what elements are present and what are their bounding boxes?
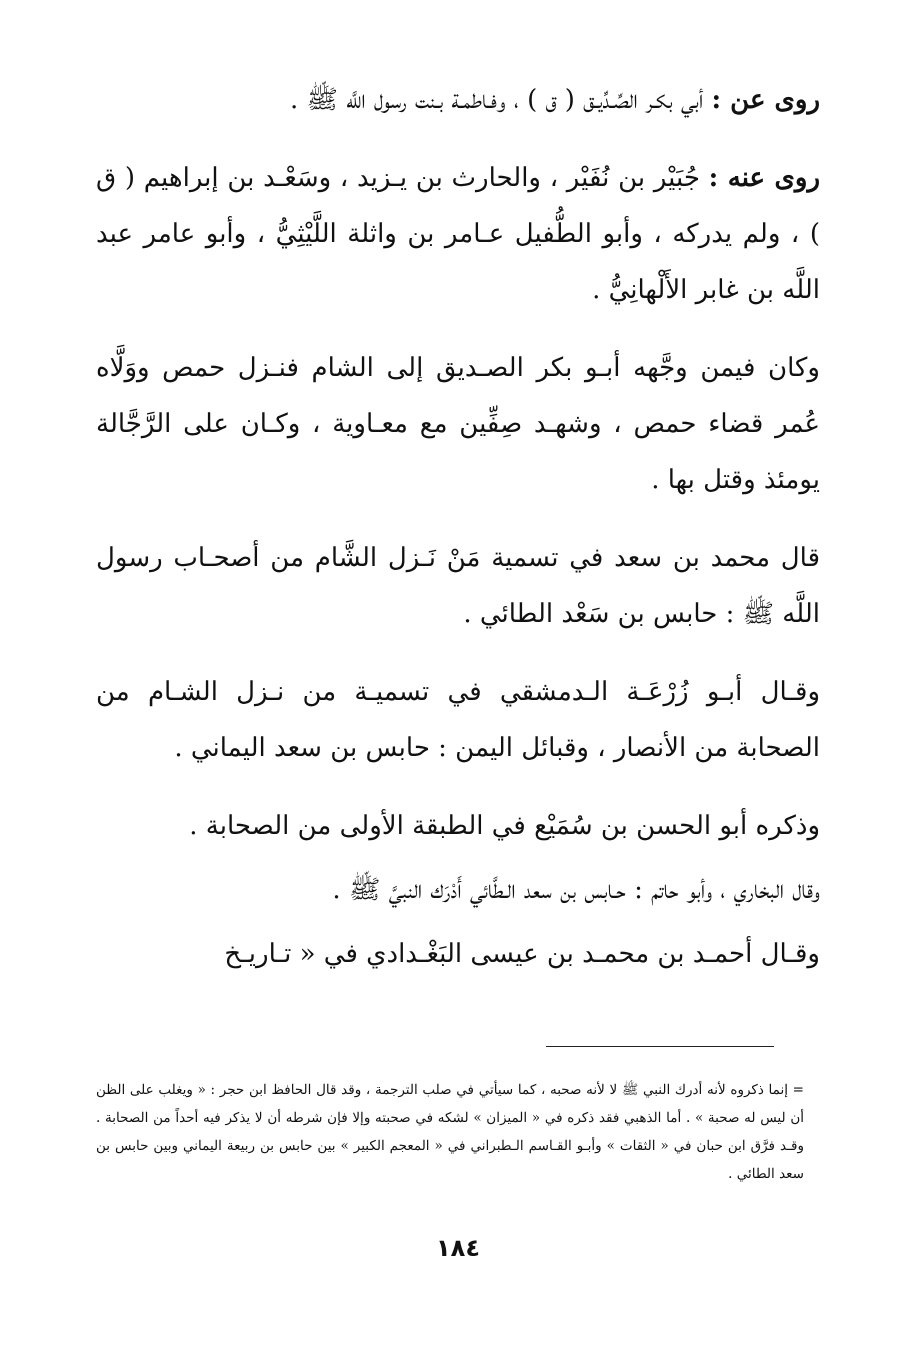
paragraph-homs [96, 340, 820, 508]
paragraph-text: أبي بكـر الصِّـدِّيـق ( ق ) ، وفـاطمـة بـنت رسول اللَّه ﷺ . [289, 85, 712, 115]
paragraph-ibn-sumay [96, 798, 820, 854]
footnotes [96, 1076, 804, 1188]
paragraph-ibn-saad [96, 530, 820, 642]
paragraph-text: جُبَيْر بن نُفَيْر ، والحارث بن يـزيد ، وسَعْـد بن إبراهيم ( ق ) ، ولم يدركه ، وأبو الطُّفيل عـامر بن واثلة اللَّيْثِيُّ ، وأبو عامر عبد اللَّه بن غابر الأَلْهانِيُّ . [96, 163, 820, 305]
paragraph-narrated-from [96, 72, 820, 128]
paragraph-text: وقـال أبـو زُرْعَـة الـدمشقي في تسميـة من نـزل الشـام من الصحابة من الأنصار ، وقبائل اليمن : حابس بن سعد اليماني . [96, 677, 820, 763]
main-text [96, 72, 820, 1004]
paragraph-text: قال محمد بن سعد في تسمية مَنْ نَـزل الشَّام من أصحـاب رسول اللَّه ﷺ : حابس بن سَعْد الطائي . [96, 543, 820, 629]
lead-narrated-by: روى عنه : [708, 163, 821, 193]
footnote-divider [546, 1046, 774, 1047]
footnote: = إنما ذكروه لأنه أدرك النبي ﷺ لا لأنه صحبه ، كما سيأتي في صلب الترجمة ، وقد قال الحافظ ابن حجر : « ويغلب على الظن أن ليس له صحبة » . أما الذهبي فقد ذكره في « الميزان » لشكه في صحبته وإلا فإن شرطه أن لا يذكر فيه أحداً من الصحابة . وقـد فرَّق ابن حبان في « الثقات » وأبـو القـاسم الـطبراني في « المعجم الكبير » بين حابس بن ربيعة اليماني وبين حابس بن سعد الطائي . [96, 1082, 804, 1182]
page-number: ١٨٤ [436, 1234, 480, 1262]
paragraph-text: وقال البخاري ، وأبو حاتم : حـابس بن سعد الـطَّائي أَدْرَك النبيَّ ﷺ . [332, 875, 820, 905]
paragraph-abu-zura [96, 664, 820, 776]
paragraph-baghdadi [96, 926, 820, 982]
paragraph-text: وكان فيمن وجَّهه أبـو بكر الصـديق إلى الشام فنـزل حمص ووَلَّاه عُمر قضاء حمص ، وشهـد صِفِّين مع معـاوية ، وكـان على الرَّجَّالة يومئذ وقتل بها . [96, 353, 820, 495]
paragraph-bukhari [96, 862, 820, 918]
paragraph-text: وذكره أبو الحسن بن سُمَيْع في الطبقة الأولى من الصحابة . [189, 811, 820, 841]
paragraph-narrated-by [96, 150, 820, 318]
paragraph-text: وقـال أحمـد بن محمـد بن عيسى البَغْـدادي في « تـاريـخ [224, 939, 820, 969]
lead-narrated-from: روى عن : [711, 85, 820, 115]
